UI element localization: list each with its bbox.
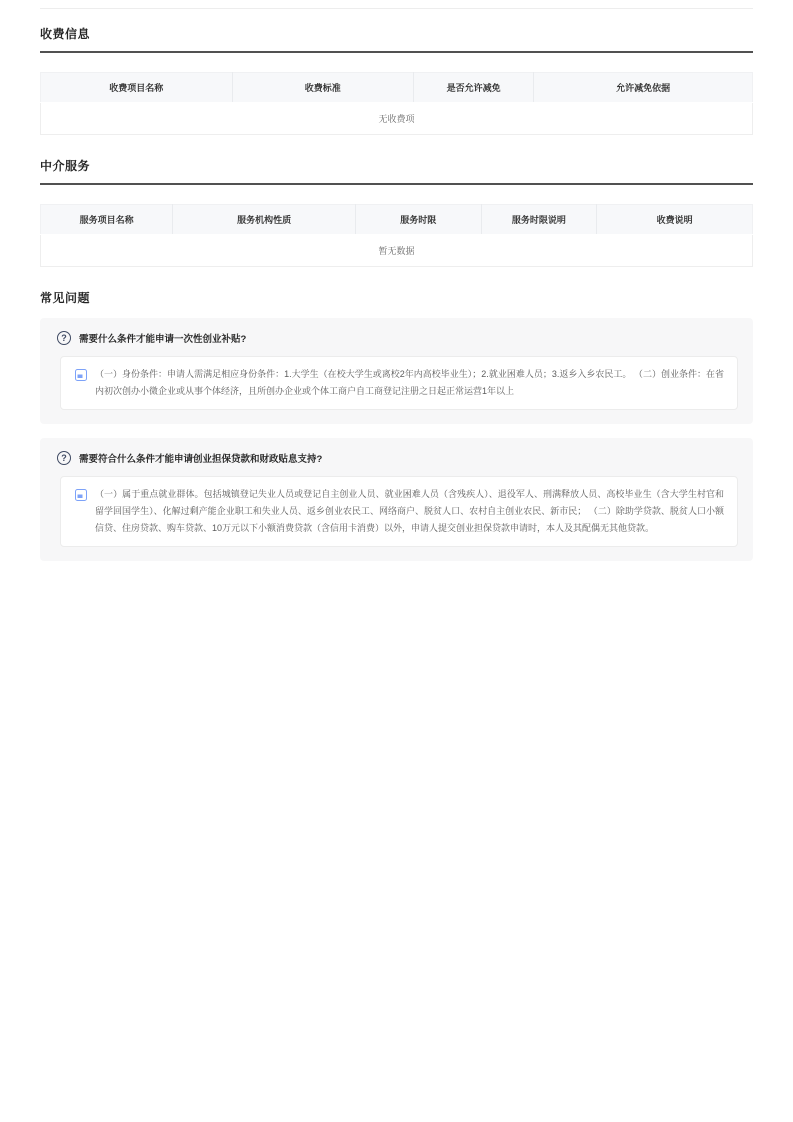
title-underline-fees [40,51,753,53]
faq-answer-text: （一）属于重点就业群体。包括城镇登记失业人员或登记自主创业人员、就业困难人员（含残疾人）、退役军人、刑满释放人员、高校毕业生（含大学生村官和留学回国学生）、化解过剩产能企业职工和失业人员、返乡创业农民工、网络商户、脱贫人口、农村自主创业农民、新市民； （二）除助学贷款、脱贫人口小额信贷、住房贷款、购车贷款、10万元以下小额消费贷款（含信用卡消费）以外，申请人提交创业担保贷款申请时，本人及其配偶无其他贷款。 [95,489,724,533]
svc-header-time-limit: 服务时限 [355,205,481,235]
top-divider [40,8,753,9]
faq-answer-text: （一）身份条件：申请人需满足相应身份条件：1.大学生（在校大学生或离校2年内高校毕业生）；2.就业困难人员；3.返乡入乡农民工。 （二）创业条件：在省内初次创办小微企业或从事个体经济，且所创办企业或个体工商户自工商登记注册之日起正常运营1年以上 [95,369,724,396]
svc-header-fee-note: 收费说明 [597,205,753,235]
svc-header-item-name: 服务项目名称 [41,205,173,235]
intermediary-table [40,204,753,267]
fees-header-reduce-basis: 允许减免依据 [534,73,753,103]
title-underline-intermediary [40,183,753,185]
section-intermediary [40,157,753,267]
section-faq [40,289,753,561]
intermediary-table-empty-cell: 暂无数据 [41,235,753,267]
section-title-faq: 常见问题 [40,291,91,305]
faq-item [40,318,753,424]
answer-comment-icon [75,488,87,506]
section-fees [40,25,753,135]
intermediary-table-empty-row [41,235,753,267]
faq-question-text: 需要什么条件才能申请一次性创业补贴? [79,334,247,345]
fees-table [40,72,753,135]
faq-answer [60,356,738,410]
faq-question-text: 需要符合什么条件才能申请创业担保贷款和财政贴息支持? [79,454,323,465]
fees-header-standard: 收费标准 [232,73,413,103]
answer-comment-icon [75,368,87,386]
question-mark-icon: ? [57,451,71,465]
section-title-intermediary: 中介服务 [40,159,91,173]
fees-table-empty-cell: 无收费项 [41,103,753,135]
faq-item [40,438,753,561]
content-container [40,8,753,561]
intermediary-table-header-row [41,205,753,235]
faq-answer [60,476,738,547]
section-title-fees: 收费信息 [40,27,91,41]
svc-header-org-nature: 服务机构性质 [173,205,356,235]
svc-header-time-note: 服务时限说明 [481,205,597,235]
fees-table-empty-row [41,103,753,135]
fees-table-header-row [41,73,753,103]
fees-header-item-name: 收费项目名称 [41,73,233,103]
fees-header-allow-reduce: 是否允许减免 [413,73,533,103]
question-mark-icon: ? [57,331,71,345]
faq-question [57,451,738,465]
faq-question [57,331,738,345]
